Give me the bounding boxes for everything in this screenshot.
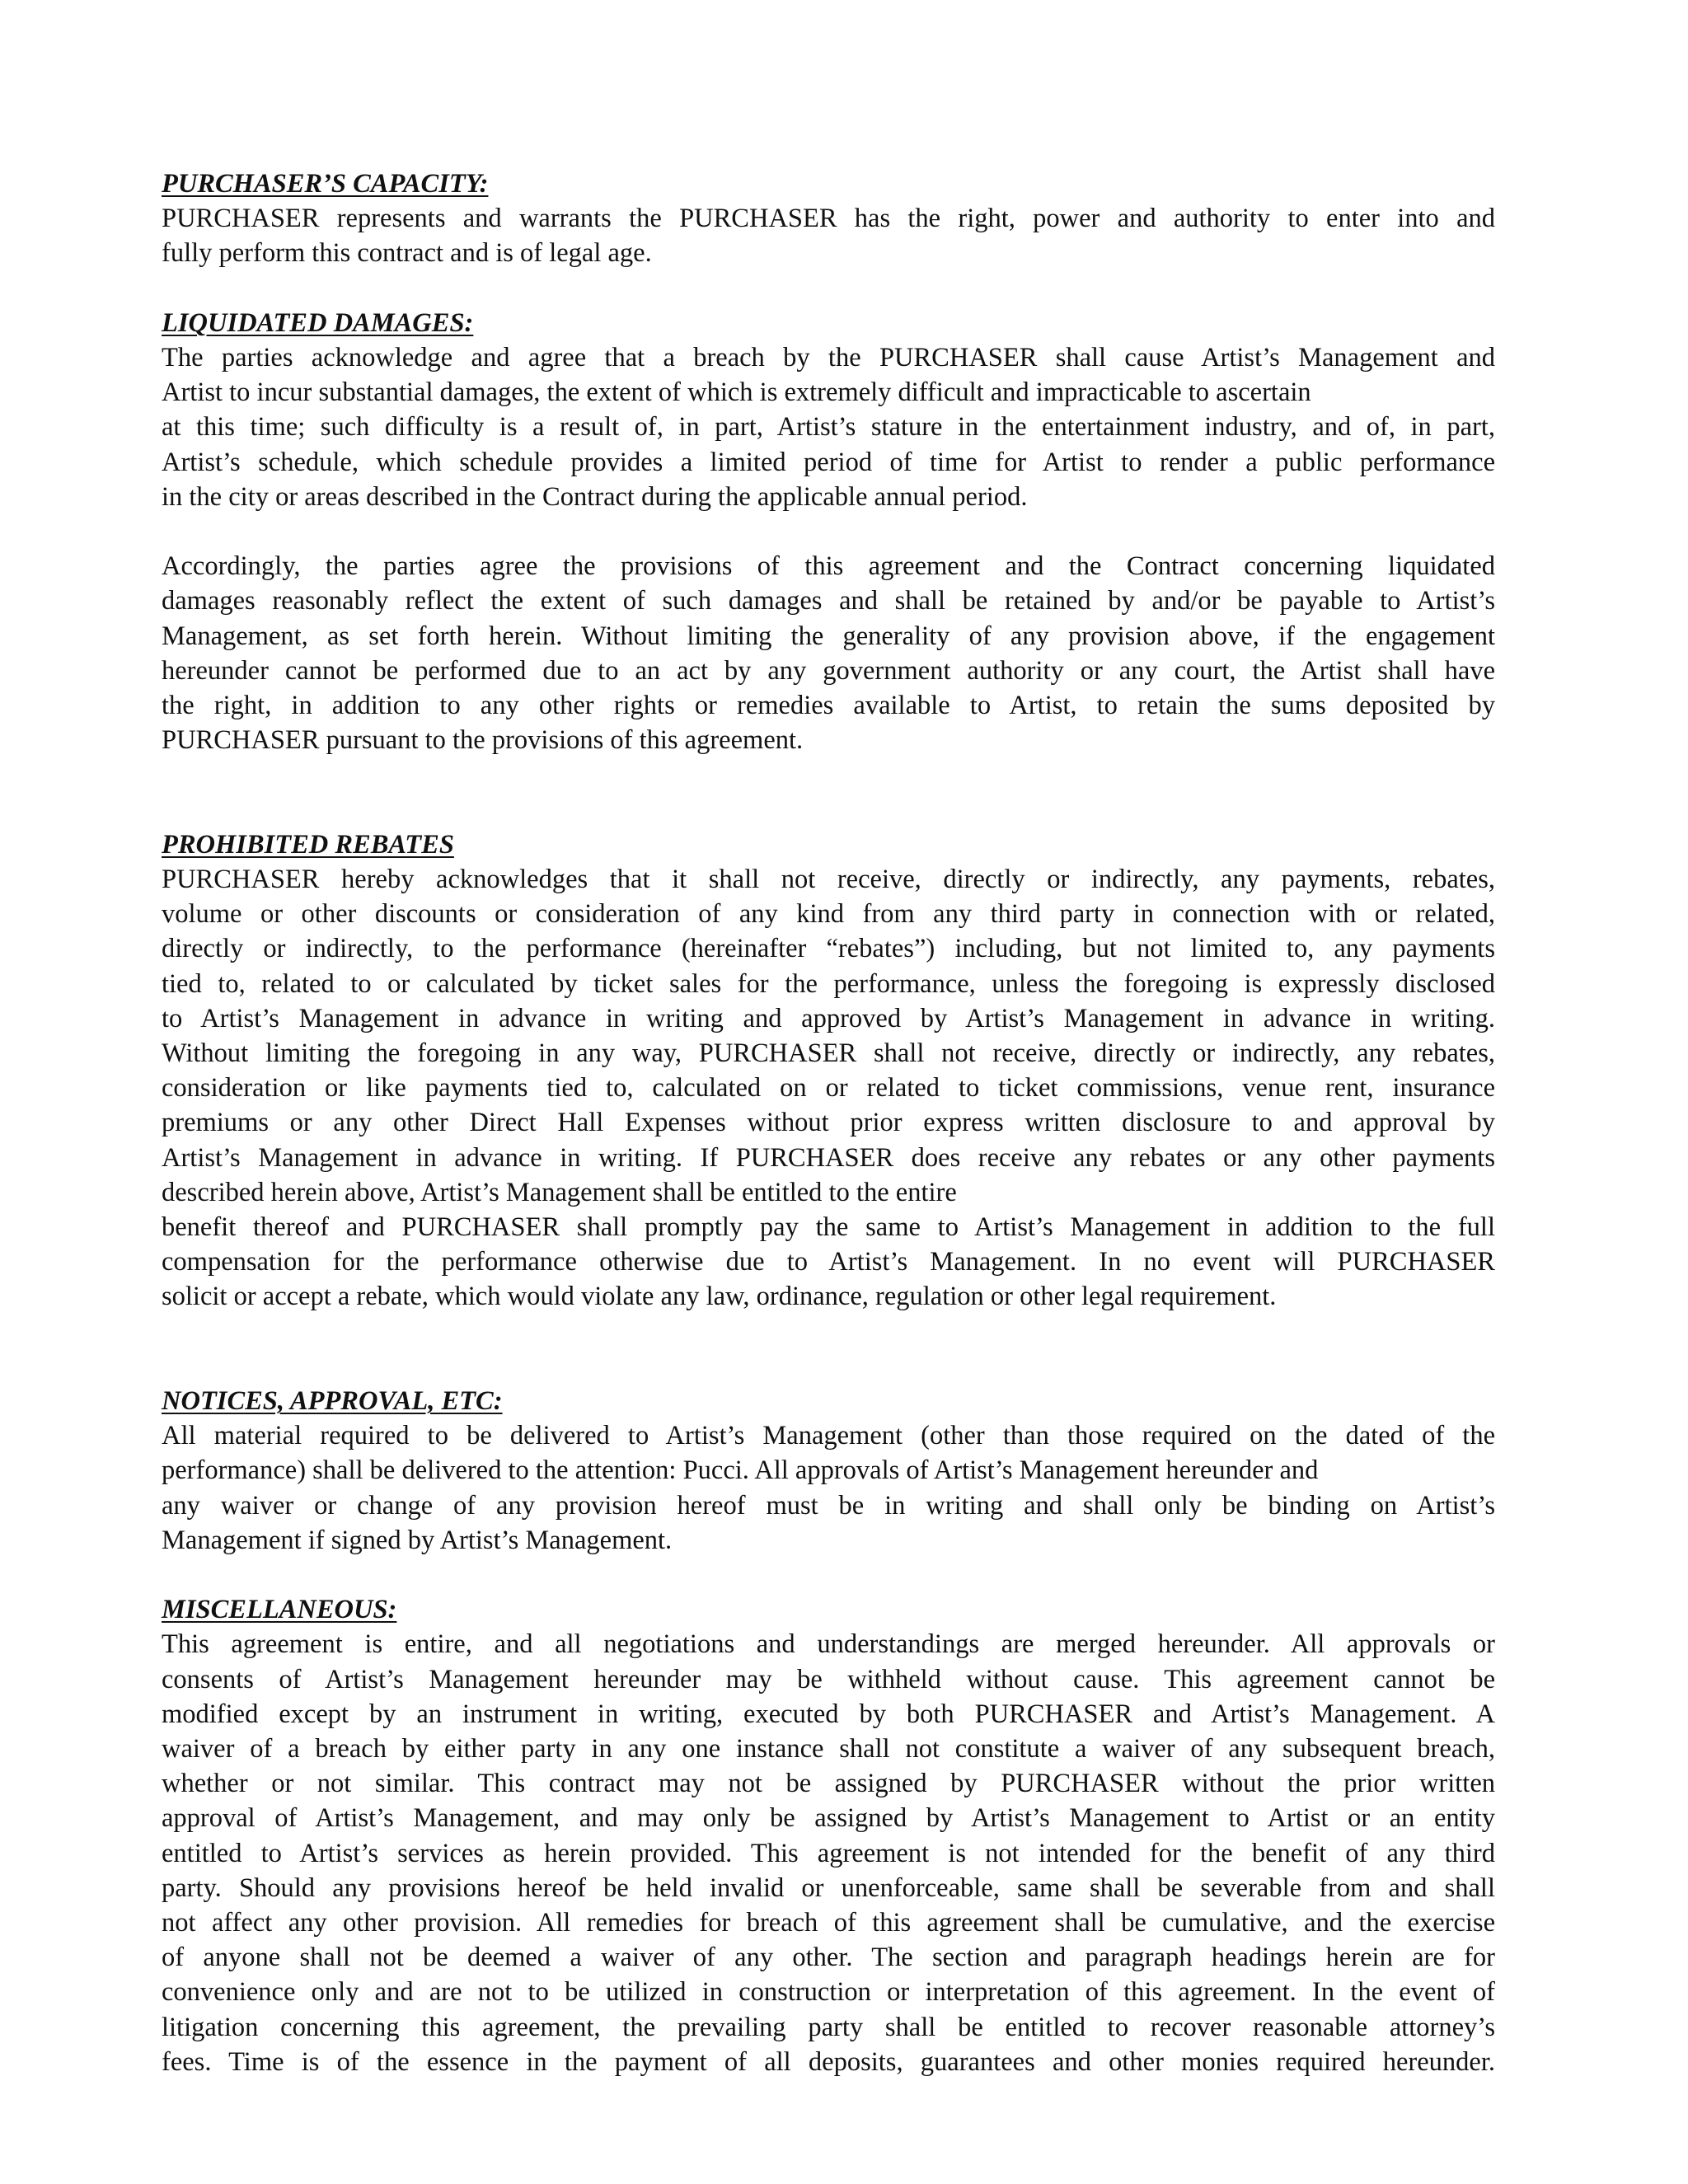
spacer <box>162 1315 1495 1384</box>
text-line: benefit thereof and PURCHASER shall promptly pay the same to Artist’s Management in addition to the full <box>162 1212 1495 1243</box>
text-line: described herein above, Artist’s Management shall be entitled to the entire <box>162 1177 957 1207</box>
text-line: solicit or accept a rebate, which would violate any law, ordinance, regulation or other legal requirement. <box>162 1282 1277 1312</box>
text-line: tied to, related to or calculated by ticket sales for the performance, unless the foregoing is expressly disclosed <box>162 968 1495 999</box>
document-page <box>162 166 1495 2079</box>
spacer <box>162 514 1495 549</box>
text-line: at this time; such difficulty is a result of, in part, Artist’s stature in the entertainment industry, and of, in part, <box>162 412 1495 443</box>
text-line: entitled to Artist’s services as herein provided. This agreement is not intended for the benefit of any third <box>162 1838 1495 1868</box>
section-heading: NOTICES, APPROVAL, ETC: <box>162 1386 503 1417</box>
text-line: in the city or areas described in the Contract during the applicable annual period. <box>162 481 1028 512</box>
text-line: Accordingly, the parties agree the provisions of this agreement and the Contract concerning liquidated <box>162 551 1495 582</box>
text-line: PURCHASER hereby acknowledges that it shall not receive, directly or indirectly, any payments, rebates, <box>162 865 1495 895</box>
text-line: approval of Artist’s Management, and may only be assigned by Artist’s Management to Artist or an entity <box>162 1803 1495 1834</box>
text-line: consideration or like payments tied to, calculated on or related to ticket commissions, venue rent, insurance <box>162 1073 1495 1104</box>
section-notices-approval <box>162 1384 1495 1558</box>
text-line: directly or indirectly, to the performance (hereinafter “rebates”) including, but not limited to, any payments <box>162 934 1495 964</box>
paragraph <box>162 1418 1495 1558</box>
text-line: Without limiting the foregoing in any way, PURCHASER shall not receive, directly or indirectly, any rebates, <box>162 1038 1495 1069</box>
text-line: convenience only and are not to be utilized in construction or interpretation of this agreement. In the event of <box>162 1977 1495 2008</box>
text-line: Management if signed by Artist’s Management. <box>162 1525 673 1555</box>
section-purchasers-capacity <box>162 166 1495 271</box>
text-line: hereunder cannot be performed due to an act by any government authority or any court, the Artist shall have <box>162 655 1495 686</box>
text-line: modified except by an instrument in writing, executed by both PURCHASER and Artist’s Management. A <box>162 1699 1495 1729</box>
text-line: of anyone shall not be deemed a waiver of any other. The section and paragraph headings herein are for <box>162 1943 1495 1973</box>
text-line: consents of Artist’s Management hereunder may be withheld without cause. This agreement cannot be <box>162 1664 1495 1694</box>
text-line: litigation concerning this agreement, the prevailing party shall be entitled to recover reasonable attorney’s <box>162 2012 1495 2042</box>
text-line: Artist’s schedule, which schedule provides a limited period of time for Artist to render a public performance <box>162 447 1495 477</box>
text-line: PURCHASER pursuant to the provisions of this agreement. <box>162 725 804 756</box>
text-line: any waiver or change of any provision hereof must be in writing and shall only be binding on Artist’s <box>162 1490 1495 1521</box>
spacer <box>162 757 1495 827</box>
text-line: waiver of a breach by either party in any one instance shall not constitute a waiver of any subsequent breach, <box>162 1734 1495 1765</box>
text-line: whether or not similar. This contract may not be assigned by PURCHASER without the prior written <box>162 1769 1495 1799</box>
text-line: fees. Time is of the essence in the payment of all deposits, guarantees and other monies required hereunder. <box>162 2046 1495 2077</box>
text-line: Artist’s Management in advance in writing. If PURCHASER does receive any rebates or any other payments <box>162 1142 1495 1173</box>
text-line: damages reasonably reflect the extent of such damages and shall be retained by and/or be payable to Artist’s <box>162 586 1495 616</box>
text-line: Management, as set forth herein. Without limiting the generality of any provision above, if the engagement <box>162 621 1495 651</box>
text-line: All material required to be delivered to Artist’s Management (other than those required on the dated of the <box>162 1421 1495 1451</box>
text-line: Artist to incur substantial damages, the extent of which is extremely difficult and impracticable to ascertain <box>162 377 1311 408</box>
text-line: the right, in addition to any other rights or remedies available to Artist, to retain the sums deposited by <box>162 691 1495 721</box>
text-line: party. Should any provisions hereof be held invalid or unenforceable, same shall be severable from and shall <box>162 1872 1495 1903</box>
text-line: fully perform this contract and is of legal age. <box>162 238 652 269</box>
text-line: This agreement is entire, and all negotiations and understandings are merged hereunder. All approvals or <box>162 1629 1495 1660</box>
paragraph <box>162 549 1495 757</box>
text-line: to Artist’s Management in advance in writing and approved by Artist’s Management in advance in writing. <box>162 1003 1495 1033</box>
text-line: PURCHASER represents and warrants the PURCHASER has the right, power and authority to enter into and <box>162 204 1495 234</box>
section-heading: PROHIBITED REBATES <box>162 829 454 860</box>
text-line: volume or other discounts or consideration of any kind from any third party in connection with or related, <box>162 899 1495 930</box>
section-liquidated-damages <box>162 306 1495 758</box>
text-line: compensation for the performance otherwise due to Artist’s Management. In no event will PURCHASER <box>162 1247 1495 1277</box>
text-line: performance) shall be delivered to the attention: Pucci. All approvals of Artist’s Management hereunder and <box>162 1455 1319 1486</box>
section-miscellaneous <box>162 1592 1495 2079</box>
text-line: The parties acknowledge and agree that a breach by the PURCHASER shall cause Artist’s Management and <box>162 343 1495 373</box>
spacer <box>162 1558 1495 1592</box>
section-heading: MISCELLANEOUS: <box>162 1595 397 1625</box>
section-prohibited-rebates <box>162 827 1495 1315</box>
paragraph <box>162 1627 1495 2079</box>
text-line: not affect any other provision. All remedies for breach of this agreement shall be cumulative, and the exercise <box>162 1908 1495 1938</box>
section-heading: LIQUIDATED DAMAGES: <box>162 307 474 338</box>
section-heading: PURCHASER’S CAPACITY: <box>162 169 489 199</box>
text-line: premiums or any other Direct Hall Expenses without prior express written disclosure to and approval by <box>162 1108 1495 1138</box>
paragraph <box>162 862 1495 1315</box>
paragraph <box>162 201 1495 270</box>
paragraph <box>162 340 1495 514</box>
spacer <box>162 271 1495 306</box>
